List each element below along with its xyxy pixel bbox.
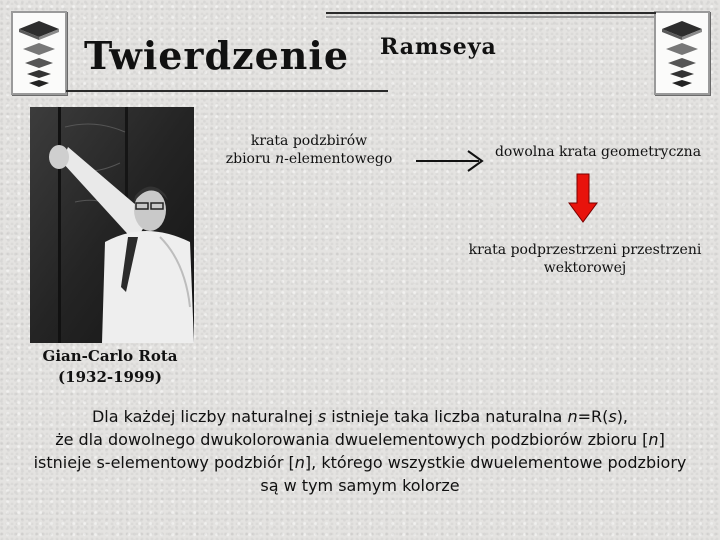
source-line-2-suffix: -elementowego [284,151,393,167]
stacked-layers-icon [654,11,710,95]
t1-var-s2: s [608,407,617,426]
theorem-line-3 [0,451,720,474]
theorem-line-4: są w tym samym kolorze [260,476,460,495]
t1-var-n: n [567,407,578,426]
t1b: istnieje taka liczba naturalna [326,407,568,426]
right-arrow-icon [416,148,486,172]
down-arrow-icon [568,172,598,224]
target-lattice-label: dowolna krata geometryczna [494,144,702,160]
source-line-2-prefix: zbioru [225,151,276,167]
t1d: ), [616,407,629,426]
subspace-lattice-label [440,241,720,277]
title-rule-bottom [66,90,388,92]
t1c: =R( [577,407,609,426]
title-rule-top-light [326,16,656,18]
source-line-1: krata podzbirów [250,133,368,149]
title-rule-top [326,12,656,14]
t2a: że dla dowolnego dwukolorowania dwuelementowych podzbiorów zbioru [ [55,430,649,449]
t3b: ], którego wszystkie dwuelementowe podzbiory [304,453,687,472]
result-line-2: wektorowej [543,260,627,276]
t1-var-s: s [317,407,327,426]
source-line-2-var: n [275,151,285,167]
result-line-1: krata podprzestrzeni przestrzeni [468,242,702,258]
source-line-2 [198,150,420,168]
source-lattice-label [198,132,420,168]
stacked-layers-icon [11,11,67,95]
t2-var-n: n [648,430,659,449]
caption-name: Gian-Carlo Rota [42,347,178,365]
t2b: ] [658,430,665,449]
page-title-sub: Ramseya [380,34,497,60]
portrait-photo [30,107,194,343]
page-title: Twierdzenie [84,33,350,78]
theorem-line-1 [0,405,720,428]
t3a: istnieje s-elementowy podzbiór [ [33,453,295,472]
theorem-line-2 [0,428,720,451]
photo-caption [20,346,200,388]
caption-years: (1932-1999) [58,368,162,386]
t1a: Dla każdej liczby naturalnej [91,407,318,426]
t3-var-n: n [294,453,305,472]
theorem-statement [0,405,720,497]
